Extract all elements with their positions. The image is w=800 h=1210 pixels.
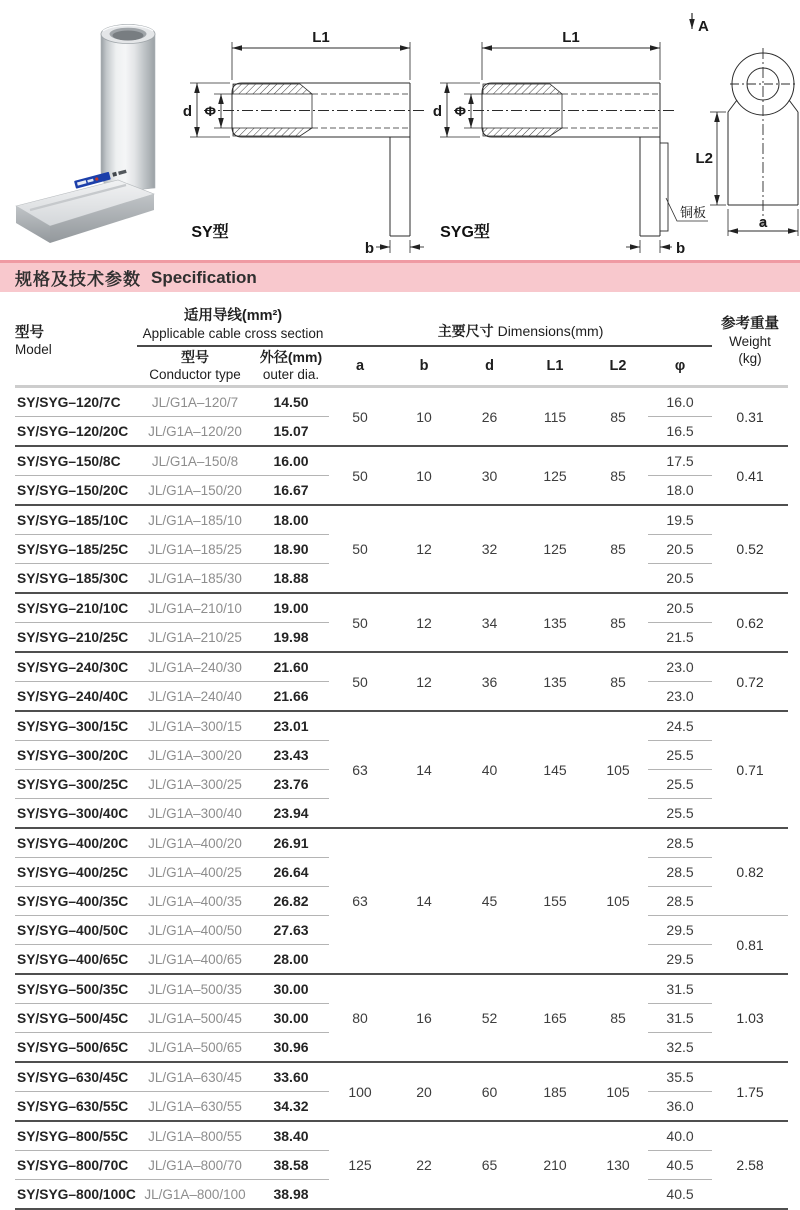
model-cell: SY/SYG–800/55C bbox=[15, 1121, 137, 1151]
conductor-cell: JL/G1A–185/30 bbox=[137, 564, 253, 594]
col-header-dims-en: Dimensions(mm) bbox=[497, 322, 604, 339]
col-header-L2: L2 bbox=[588, 346, 648, 387]
conductor-cell: JL/G1A–185/10 bbox=[137, 505, 253, 535]
weight-cell: 0.81 bbox=[712, 916, 788, 975]
weight-cell: 0.52 bbox=[712, 505, 788, 593]
syg-dim-phi-label: Φ bbox=[454, 103, 466, 119]
model-cell: SY/SYG–500/65C bbox=[15, 1033, 137, 1063]
col-header-weight-unit: (kg) bbox=[738, 350, 762, 366]
phi-cell: 28.5 bbox=[648, 887, 712, 916]
sy-dim-b-label: b bbox=[364, 240, 374, 257]
col-header-weight-en: Weight bbox=[729, 334, 771, 350]
dim-L2-cell: 85 bbox=[588, 652, 648, 711]
dim-L1-cell: 135 bbox=[522, 593, 588, 652]
model-cell: SY/SYG–185/10C bbox=[15, 505, 137, 535]
dim-d-cell: 30 bbox=[457, 446, 522, 505]
phi-cell: 31.5 bbox=[648, 974, 712, 1004]
dim-b-cell: 12 bbox=[391, 593, 457, 652]
dim-b-cell: 14 bbox=[391, 828, 457, 974]
col-header-d: d bbox=[457, 346, 522, 387]
spec-table bbox=[15, 298, 788, 1210]
conductor-cell: JL/G1A–150/8 bbox=[137, 446, 253, 476]
dim-a-cell: 50 bbox=[329, 505, 391, 593]
copper-plate-label: 铜板 bbox=[680, 205, 707, 220]
dim-L1-cell: 155 bbox=[522, 828, 588, 974]
phi-cell: 29.5 bbox=[648, 916, 712, 945]
conductor-cell: JL/G1A–500/35 bbox=[137, 974, 253, 1004]
col-header-b: b bbox=[391, 346, 457, 387]
outer-dia-cell: 30.96 bbox=[253, 1033, 329, 1063]
conductor-cell: JL/G1A–630/55 bbox=[137, 1092, 253, 1122]
phi-cell: 18.0 bbox=[648, 476, 712, 506]
dim-a-cell: 50 bbox=[329, 593, 391, 652]
model-cell: SY/SYG–400/20C bbox=[15, 828, 137, 858]
col-header-conductor bbox=[137, 346, 253, 387]
conductor-cell: JL/G1A–400/35 bbox=[137, 887, 253, 916]
outer-dia-cell: 14.50 bbox=[253, 387, 329, 417]
weight-cell: 1.03 bbox=[712, 974, 788, 1062]
dim-L1-cell: 210 bbox=[522, 1121, 588, 1209]
table-row bbox=[15, 1121, 788, 1151]
dim-L2-cell: 85 bbox=[588, 974, 648, 1062]
dim-d-cell: 60 bbox=[457, 1062, 522, 1121]
dim-a-cell: 63 bbox=[329, 711, 391, 828]
weight-cell: 0.31 bbox=[712, 387, 788, 447]
phi-cell: 25.5 bbox=[648, 770, 712, 799]
col-header-model bbox=[15, 298, 137, 387]
dim-a-cell: 63 bbox=[329, 828, 391, 974]
conductor-cell: JL/G1A–120/7 bbox=[137, 387, 253, 417]
weight-cell: 0.41 bbox=[712, 446, 788, 505]
col-header-phi: φ bbox=[648, 346, 712, 387]
outer-dia-cell: 18.90 bbox=[253, 535, 329, 564]
dim-a-cell: 50 bbox=[329, 652, 391, 711]
model-cell: SY/SYG–400/65C bbox=[15, 945, 137, 975]
side-view-drawing bbox=[692, 13, 798, 236]
conductor-cell: JL/G1A–500/45 bbox=[137, 1004, 253, 1033]
outer-dia-cell: 27.63 bbox=[253, 916, 329, 945]
phi-cell: 19.5 bbox=[648, 505, 712, 535]
sy-type-label: SY型 bbox=[191, 224, 229, 241]
phi-cell: 31.5 bbox=[648, 1004, 712, 1033]
phi-cell: 24.5 bbox=[648, 711, 712, 741]
syg-drawing bbox=[440, 42, 708, 253]
conductor-cell: JL/G1A–240/30 bbox=[137, 652, 253, 682]
phi-cell: 40.0 bbox=[648, 1121, 712, 1151]
dim-b-cell: 14 bbox=[391, 711, 457, 828]
dim-a-cell: 50 bbox=[329, 446, 391, 505]
col-header-cable-zh: 适用导线(mm²) bbox=[183, 308, 283, 325]
conductor-cell: JL/G1A–120/20 bbox=[137, 417, 253, 447]
model-cell: SY/SYG–240/30C bbox=[15, 652, 137, 682]
dim-a-cell: 100 bbox=[329, 1062, 391, 1121]
product-photo bbox=[16, 25, 155, 244]
dim-L1-cell: 135 bbox=[522, 652, 588, 711]
col-header-weight-zh: 参考重量 bbox=[721, 316, 780, 333]
phi-cell: 25.5 bbox=[648, 741, 712, 770]
table-row bbox=[15, 1062, 788, 1092]
dim-b-cell: 12 bbox=[391, 652, 457, 711]
syg-type-label: SYG型 bbox=[440, 224, 490, 241]
col-header-outer-dia bbox=[253, 346, 329, 387]
dim-b-cell: 10 bbox=[391, 387, 457, 447]
sy-dim-phi-label: Φ bbox=[204, 103, 216, 119]
dim-b-cell: 10 bbox=[391, 446, 457, 505]
outer-dia-cell: 26.82 bbox=[253, 887, 329, 916]
syg-dim-L1-label: L1 bbox=[562, 29, 580, 46]
weight-cell: 0.62 bbox=[712, 593, 788, 652]
dim-d-cell: 40 bbox=[457, 711, 522, 828]
phi-cell: 40.5 bbox=[648, 1180, 712, 1210]
outer-dia-cell: 18.88 bbox=[253, 564, 329, 594]
dim-a-cell: 125 bbox=[329, 1121, 391, 1209]
table-row bbox=[15, 652, 788, 682]
copper-plate bbox=[660, 143, 668, 231]
outer-dia-cell: 34.32 bbox=[253, 1092, 329, 1122]
model-cell: SY/SYG–240/40C bbox=[15, 682, 137, 712]
dim-d-cell: 34 bbox=[457, 593, 522, 652]
col-header-dimensions bbox=[329, 298, 712, 346]
dim-d-cell: 65 bbox=[457, 1121, 522, 1209]
dim-L1-cell: 125 bbox=[522, 446, 588, 505]
col-header-a: a bbox=[329, 346, 391, 387]
phi-cell: 28.5 bbox=[648, 858, 712, 887]
weight-cell: 0.82 bbox=[712, 828, 788, 916]
conductor-cell: JL/G1A–300/20 bbox=[137, 741, 253, 770]
outer-dia-cell: 33.60 bbox=[253, 1062, 329, 1092]
col-header-L1: L1 bbox=[522, 346, 588, 387]
table-row bbox=[15, 446, 788, 476]
table-row bbox=[15, 387, 788, 417]
outer-dia-cell: 26.91 bbox=[253, 828, 329, 858]
outer-dia-cell: 19.00 bbox=[253, 593, 329, 623]
phi-cell: 20.5 bbox=[648, 535, 712, 564]
outer-dia-cell: 21.66 bbox=[253, 682, 329, 712]
conductor-cell: JL/G1A–210/25 bbox=[137, 623, 253, 653]
phi-cell: 20.5 bbox=[648, 593, 712, 623]
sy-dim-L1-label: L1 bbox=[312, 29, 330, 46]
outer-dia-cell: 19.98 bbox=[253, 623, 329, 653]
table-row bbox=[15, 828, 788, 858]
dim-L2-cell: 130 bbox=[588, 1121, 648, 1209]
dim-a-cell: 50 bbox=[329, 387, 391, 447]
sy-drawing bbox=[190, 42, 424, 253]
conductor-cell: JL/G1A–400/20 bbox=[137, 828, 253, 858]
dim-L1-cell: 125 bbox=[522, 505, 588, 593]
phi-cell: 35.5 bbox=[648, 1062, 712, 1092]
model-cell: SY/SYG–400/35C bbox=[15, 887, 137, 916]
conductor-cell: JL/G1A–500/65 bbox=[137, 1033, 253, 1063]
model-cell: SY/SYG–300/15C bbox=[15, 711, 137, 741]
sy-dim-d-label: d bbox=[182, 103, 192, 120]
col-header-model-zh: 型号 bbox=[15, 324, 44, 341]
col-header-cable-en: Applicable cable cross section bbox=[142, 326, 324, 342]
conductor-cell: JL/G1A–800/55 bbox=[137, 1121, 253, 1151]
outer-dia-cell: 38.98 bbox=[253, 1180, 329, 1210]
model-cell: SY/SYG–150/20C bbox=[15, 476, 137, 506]
outer-dia-cell: 23.76 bbox=[253, 770, 329, 799]
col-header-model-en: Model bbox=[15, 342, 52, 358]
table-row bbox=[15, 505, 788, 535]
model-cell: SY/SYG–400/50C bbox=[15, 916, 137, 945]
dim-d-cell: 45 bbox=[457, 828, 522, 974]
phi-cell: 17.5 bbox=[648, 446, 712, 476]
outer-dia-cell: 21.60 bbox=[253, 652, 329, 682]
conductor-cell: JL/G1A–300/40 bbox=[137, 799, 253, 829]
outer-dia-cell: 15.07 bbox=[253, 417, 329, 447]
dim-L2-cell: 105 bbox=[588, 711, 648, 828]
dim-a-cell: 80 bbox=[329, 974, 391, 1062]
model-cell: SY/SYG–120/7C bbox=[15, 387, 137, 417]
table-row bbox=[15, 711, 788, 741]
model-cell: SY/SYG–500/45C bbox=[15, 1004, 137, 1033]
dim-L2-cell: 85 bbox=[588, 446, 648, 505]
model-cell: SY/SYG–150/8C bbox=[15, 446, 137, 476]
col-header-weight bbox=[712, 298, 788, 387]
conductor-cell: JL/G1A–400/65 bbox=[137, 945, 253, 975]
conductor-cell: JL/G1A–150/20 bbox=[137, 476, 253, 506]
outer-dia-cell: 26.64 bbox=[253, 858, 329, 887]
weight-cell: 0.72 bbox=[712, 652, 788, 711]
phi-cell: 23.0 bbox=[648, 652, 712, 682]
outer-dia-cell: 30.00 bbox=[253, 974, 329, 1004]
dim-d-cell: 52 bbox=[457, 974, 522, 1062]
phi-cell: 29.5 bbox=[648, 945, 712, 975]
dim-L1-cell: 185 bbox=[522, 1062, 588, 1121]
model-cell: SY/SYG–210/25C bbox=[15, 623, 137, 653]
dim-L1-cell: 115 bbox=[522, 387, 588, 447]
spec-table-container bbox=[15, 298, 788, 1210]
weight-cell: 2.58 bbox=[712, 1121, 788, 1209]
dim-b-cell: 12 bbox=[391, 505, 457, 593]
dim-L2-cell: 85 bbox=[588, 387, 648, 447]
outer-dia-cell: 38.40 bbox=[253, 1121, 329, 1151]
dim-b-cell: 22 bbox=[391, 1121, 457, 1209]
phi-cell: 20.5 bbox=[648, 564, 712, 594]
model-cell: SY/SYG–300/20C bbox=[15, 741, 137, 770]
conductor-cell: JL/G1A–800/70 bbox=[137, 1151, 253, 1180]
weight-cell: 1.75 bbox=[712, 1062, 788, 1121]
model-cell: SY/SYG–185/25C bbox=[15, 535, 137, 564]
dim-L2-cell: 105 bbox=[588, 828, 648, 974]
dim-b-cell: 16 bbox=[391, 974, 457, 1062]
col-header-conductor-zh: 型号 bbox=[181, 349, 209, 366]
outer-dia-cell: 18.00 bbox=[253, 505, 329, 535]
dim-d-cell: 26 bbox=[457, 387, 522, 447]
model-cell: SY/SYG–300/40C bbox=[15, 799, 137, 829]
phi-cell: 28.5 bbox=[648, 828, 712, 858]
model-cell: SY/SYG–800/100C bbox=[15, 1180, 137, 1210]
phi-cell: 32.5 bbox=[648, 1033, 712, 1063]
technical-drawings bbox=[0, 0, 800, 258]
conductor-cell: JL/G1A–630/45 bbox=[137, 1062, 253, 1092]
weight-cell: 0.71 bbox=[712, 711, 788, 828]
outer-dia-cell: 28.00 bbox=[253, 945, 329, 975]
conductor-cell: JL/G1A–240/40 bbox=[137, 682, 253, 712]
side-dim-a-label: a bbox=[758, 214, 768, 231]
conductor-cell: JL/G1A–400/25 bbox=[137, 858, 253, 887]
dim-d-cell: 32 bbox=[457, 505, 522, 593]
outer-dia-cell: 30.00 bbox=[253, 1004, 329, 1033]
outer-dia-cell: 38.58 bbox=[253, 1151, 329, 1180]
model-cell: SY/SYG–300/25C bbox=[15, 770, 137, 799]
phi-cell: 25.5 bbox=[648, 799, 712, 829]
phi-cell: 16.0 bbox=[648, 387, 712, 417]
model-cell: SY/SYG–800/70C bbox=[15, 1151, 137, 1180]
table-row bbox=[15, 593, 788, 623]
model-cell: SY/SYG–400/25C bbox=[15, 858, 137, 887]
dim-L1-cell: 165 bbox=[522, 974, 588, 1062]
section-title-zh: 规格及技术参数 bbox=[15, 270, 141, 289]
dim-L2-cell: 85 bbox=[588, 505, 648, 593]
conductor-cell: JL/G1A–400/50 bbox=[137, 916, 253, 945]
model-cell: SY/SYG–630/45C bbox=[15, 1062, 137, 1092]
dim-b-cell: 20 bbox=[391, 1062, 457, 1121]
model-cell: SY/SYG–630/55C bbox=[15, 1092, 137, 1122]
syg-dim-b-label: b bbox=[676, 240, 686, 257]
conductor-cell: JL/G1A–185/25 bbox=[137, 535, 253, 564]
model-cell: SY/SYG–500/35C bbox=[15, 974, 137, 1004]
side-dim-L2-label: L2 bbox=[695, 150, 713, 167]
section-a-label: A bbox=[698, 18, 709, 35]
model-cell: SY/SYG–185/30C bbox=[15, 564, 137, 594]
col-header-outer-en: outer dia. bbox=[262, 366, 320, 382]
phi-cell: 36.0 bbox=[648, 1092, 712, 1122]
outer-dia-cell: 23.43 bbox=[253, 741, 329, 770]
dim-L2-cell: 85 bbox=[588, 593, 648, 652]
spec-table-body bbox=[15, 387, 788, 1210]
section-title-en: Specification bbox=[151, 267, 257, 287]
phi-cell: 23.0 bbox=[648, 682, 712, 712]
header-row-1 bbox=[15, 298, 788, 346]
phi-cell: 21.5 bbox=[648, 623, 712, 653]
col-header-outer-zh: 外径(mm) bbox=[259, 349, 323, 366]
outer-dia-cell: 23.01 bbox=[253, 711, 329, 741]
syg-dim-d-label: d bbox=[432, 103, 442, 120]
outer-dia-cell: 16.67 bbox=[253, 476, 329, 506]
model-cell: SY/SYG–210/10C bbox=[15, 593, 137, 623]
dim-L1-cell: 145 bbox=[522, 711, 588, 828]
conductor-cell: JL/G1A–210/10 bbox=[137, 593, 253, 623]
phi-cell: 16.5 bbox=[648, 417, 712, 447]
outer-dia-cell: 16.00 bbox=[253, 446, 329, 476]
dim-d-cell: 36 bbox=[457, 652, 522, 711]
col-header-cable-section bbox=[137, 298, 329, 346]
col-header-dims-zh: 主要尺寸 bbox=[437, 322, 494, 339]
conductor-cell: JL/G1A–300/25 bbox=[137, 770, 253, 799]
conductor-cell: JL/G1A–300/15 bbox=[137, 711, 253, 741]
model-cell: SY/SYG–120/20C bbox=[15, 417, 137, 447]
table-row bbox=[15, 974, 788, 1004]
conductor-cell: JL/G1A–800/100 bbox=[137, 1180, 253, 1210]
phi-cell: 40.5 bbox=[648, 1151, 712, 1180]
col-header-conductor-en: Conductor type bbox=[149, 366, 241, 382]
section-header bbox=[0, 260, 800, 292]
outer-dia-cell: 23.94 bbox=[253, 799, 329, 829]
dim-L2-cell: 105 bbox=[588, 1062, 648, 1121]
